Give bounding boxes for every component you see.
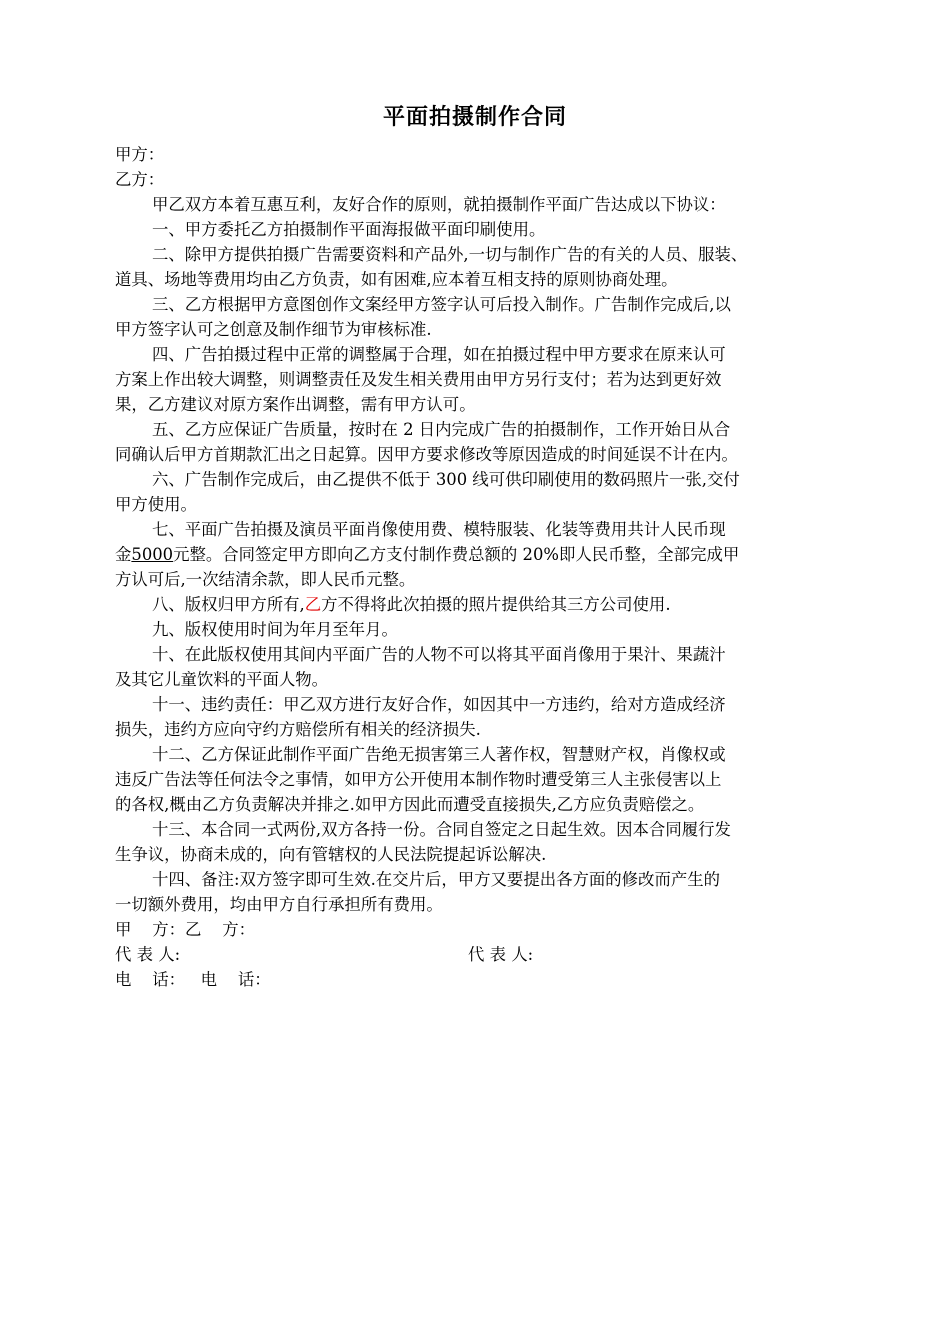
clause-1: 一、甲方委托乙方拍摄制作平面海报做平面印刷使用。: [152, 220, 546, 239]
clause-12-line-2: 违反广告法等任何法令之事情，如甲方公开使用本制作物时遭受第三人主张侵害以上: [115, 770, 722, 789]
clause-3-line-1: 三、乙方根据甲方意图创作文案经甲方签字认可后投入制作。广告制作完成后,以: [152, 295, 731, 314]
clause-8: [115, 592, 835, 617]
clause-8-highlight: 乙: [304, 595, 322, 614]
clause-3-line-2: 甲方签字认可之创意及制作细节为审核标准.: [115, 320, 432, 339]
clause-4-line-2: 方案上作出较大调整，则调整责任及发生相关费用由甲方另行支付；若为达到更好效: [115, 370, 722, 389]
party-a-line: 甲方：: [115, 145, 165, 164]
representative-b-label: 代 表 人:: [468, 945, 534, 964]
clause-13-line-2: 生争议，协商未成的，向有管辖权的人民法院提起诉讼解决.: [115, 845, 547, 864]
clause-5-line-2: 同确认后甲方首期款汇出之日起算。因甲方要求修改等原因造成的时间延误不计在内。: [115, 445, 738, 464]
contract-amount: 5000: [131, 545, 174, 564]
clause-10-line-2: 及其它儿童饮料的平面人物。: [115, 670, 329, 689]
clause-4-line-1: 四、广告拍摄过程中正常的调整属于合理，如在拍摄过程中甲方要求在原来认可: [152, 345, 726, 364]
clause-4-line-3: 果，乙方建议对原方案作出调整，需有甲方认可。: [115, 395, 476, 414]
clause-7-line-2: [115, 542, 835, 567]
clause-13-line-1: 十三、本合同一式两份,双方各持一份。合同自签定之日起生效。因本合同履行发: [152, 820, 731, 839]
contract-body: [115, 142, 835, 992]
clause-11-line-1: 十一、违约责任：甲乙双方进行友好合作，如因其中一方违约，给对方造成经济: [152, 695, 726, 714]
intro-paragraph: 甲乙双方本着互惠互利，友好合作的原则，就拍摄制作平面广告达成以下协议：: [152, 195, 726, 214]
clause-6-line-1: 六、广告制作完成后，由乙提供不低于 300 线可供印刷使用的数码照片一张,交付: [152, 470, 740, 489]
signature-party-line: 甲 方：乙 方：: [115, 920, 256, 939]
clause-2-line-2: 道具、场地等费用均由乙方负责，如有困难,应本着互相支持的原则协商处理。: [115, 270, 678, 289]
clause-7-prefix: 金: [115, 545, 132, 564]
page-title: 平面拍摄制作合同: [382, 105, 567, 130]
clause-7-suffix: 元整。合同签定甲方即向乙方支付制作费总额的 20%即人民币整，全部完成甲: [173, 545, 740, 564]
clause-7-line-3: 方认可后,一次结清余款，即人民币元整。: [115, 570, 416, 589]
representative-a-label: 代 表 人:: [115, 945, 181, 964]
clause-5-line-1: 五、乙方应保证广告质量，按时在 2 日内完成广告的拍摄制作，工作开始日从合: [152, 420, 731, 439]
clause-9: 九、版权使用时间为年月至年月。: [152, 620, 398, 639]
signature-phone-line: 电 话： 电 话：: [115, 970, 271, 989]
clause-12-line-1: 十二、乙方保证此制作平面广告绝无损害第三人著作权，智慧财产权，肖像权或: [152, 745, 726, 764]
clause-8-suffix: 方不得将此次拍摄的照片提供给其三方公司使用.: [321, 595, 671, 614]
signature-representative-line: [115, 942, 835, 967]
party-b-line: 乙方：: [115, 170, 165, 189]
clause-7-line-1: 七、平面广告拍摄及演员平面肖像使用费、模特服装、化装等费用共计人民币现: [152, 520, 726, 539]
clause-12-line-3: 的各权,概由乙方负责解决并排之.如甲方因此而遭受直接损失,乙方应负责赔偿之。: [115, 795, 705, 814]
clause-6-line-2: 甲方使用。: [115, 495, 197, 514]
clause-14-line-1: 十四、备注:双方签字即可生效.在交片后，甲方又要提出各方面的修改而产生的: [152, 870, 721, 889]
clause-10-line-1: 十、在此版权使用其间内平面广告的人物不可以将其平面肖像用于果汁、果蔬汁: [152, 645, 726, 664]
clause-8-prefix: 八、版权归甲方所有,: [152, 595, 305, 614]
clause-14-line-2: 一切额外费用，均由甲方自行承担所有费用。: [115, 895, 443, 914]
clause-2-line-1: 二、除甲方提供拍摄广告需要资料和产品外,一切与制作广告的有关的人员、服装、: [152, 245, 748, 264]
clause-11-line-2: 损失，违约方应向守约方赔偿所有相关的经济损失.: [115, 720, 481, 739]
